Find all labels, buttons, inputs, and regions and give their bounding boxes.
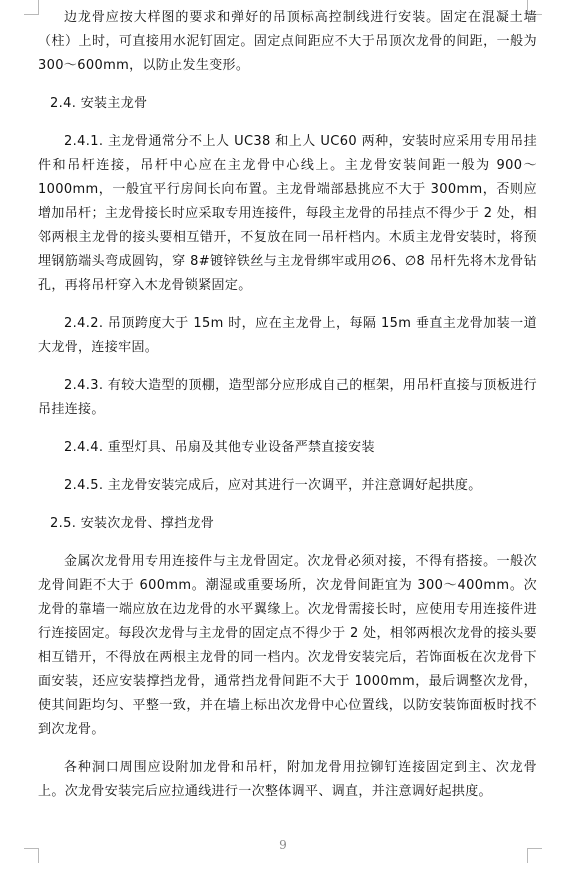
paragraph-edge-keel: 边龙骨应按大样图的要求和弹好的吊顶标高控制线进行安装。固定在混凝土墙（柱）上时，可直接用水泥钉固定。固定点间距应不大于吊顶次龙骨的间距，一般为 300～600mm，以防止发生变形。 [38,10,537,73]
crop-mark-top-left [24,0,39,15]
paragraph-secondary-keel: 金属次龙骨用专用连接件与主龙骨固定。次龙骨必须对接，不得有搭接。一般次龙骨间距不大于 600mm。潮湿或重要场所，次龙骨间距宜为 300～400mm。次龙骨的靠墙一端应放在边龙骨的水平翼缘上。次龙骨需接长时，应使用专用连接件进行连接固定。每段次龙骨与主龙骨的固定点不得少于 2 处，相邻两根次龙骨的接头要相互错开，不得放在两根主龙骨的同一档内。次龙骨安装完后，若饰面板在次龙骨下面安装，还应安装撑挡龙骨，通常挡龙骨间距不大于 1000mm，最后调整次龙骨，使其间距均匀、平整一致，并在墙上标出次龙骨中心位置线，以防安装饰面板时找不到次龙骨。 [38,554,537,737]
paragraph-2-4-3: 2.4.3. 有较大造型的顶棚，造型部分应形成自己的框架，用吊杆直接与顶板进行吊挂连接。 [38,378,537,417]
paragraph-2-4-1: 2.4.1. 主龙骨通常分不上人 UC38 和上人 UC60 两种，安装时应采用专用吊挂件和吊杆连接，吊杆中心应在主龙骨中心线上。主龙骨安装间距一般为 900～1000mm，一般宜平行房间长向布置。主龙骨端部悬挑应不大于 300mm，否则应增加吊杆；主龙骨接长时应采取专用连接件，每段主龙骨的吊挂点不得少于 2 处，相邻两根主龙骨的接头要相互错开，不复放在同一吊杆档内。木质主龙骨安装时，将预埋钢筋端头弯成圆钩，穿 8#镀锌铁丝与主龙骨绑牢或用∅6、∅8 吊杆先将木龙骨钻孔，再将吊杆穿入木龙骨锁紧固定。 [38,134,537,293]
heading-2-4: 2.4. 安装主龙骨 [50,96,148,111]
paragraph-2-4-5: 2.4.5. 主龙骨安装完成后，应对其进行一次调平，并注意调好起拱度。 [64,478,482,493]
document-body [38,6,537,804]
paragraph-2-4-2: 2.4.2. 吊顶跨度大于 15m 时，应在主龙骨上，每隔 15m 垂直主龙骨加装一道大龙骨，连接牢固。 [38,316,537,355]
heading-2-5: 2.5. 安装次龙骨、撑挡龙骨 [50,516,215,531]
paragraph-openings: 各种洞口周围应设附加龙骨和吊杆，附加龙骨用拉铆钉连接固定到主、次龙骨上。次龙骨安装完后应拉通线进行一次整体调平、调直，并注意调好起拱度。 [38,760,537,799]
page-number: 9 [279,838,287,852]
paragraph-2-4-4: 2.4.4. 重型灯具、吊扇及其他专业设备严禁直接安装 [64,440,375,455]
